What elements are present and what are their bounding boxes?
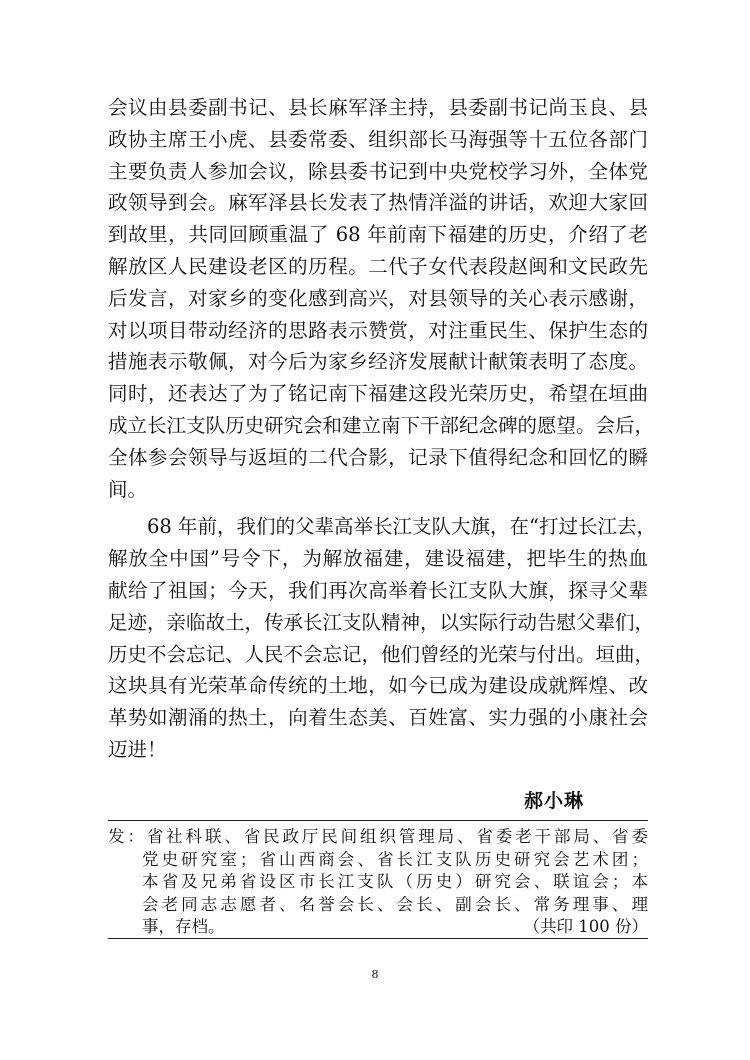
distribution-last-line: 事，存档。: [142, 917, 225, 936]
author-signature: 郝小琳: [524, 790, 585, 812]
text-line: 足迹，亲临故土，传承长江支队精神，以实际行动告慰父辈们，: [108, 610, 655, 634]
text-line: 到故里，共同回顾重温了 68 年前南下福建的历史，介绍了老: [108, 223, 648, 247]
paragraph-1: [108, 92, 655, 505]
body-text: [108, 92, 656, 766]
text-line: 68 年前，我们的父辈高举长江支队大旗，在“打过长江去，: [108, 515, 656, 539]
text-line: 迈进！: [108, 737, 167, 761]
text-line: 解放全中国”号令下，为解放福建，建设福建，把毕生的热血: [108, 547, 648, 571]
distribution-list: [108, 826, 648, 939]
paragraph-2: [108, 511, 656, 765]
text-line: 这块具有光荣革命传统的土地，如今已成为建设成就辉煌、改: [108, 674, 648, 698]
text-line: 献给了祖国；今天，我们再次高举着长江支队大旗，探寻父辈: [108, 578, 648, 602]
text-line: 对以项目带动经济的思路表示赞赏，对注重民生、保护生态的: [108, 318, 648, 342]
text-line: 同时，还表达了为了铭记南下福建这段光荣历史，希望在垣曲: [108, 382, 648, 406]
distribution-line: 本省及兄弟省设区市长江支队（历史）研究会、联谊会；本: [142, 872, 648, 891]
text-line: 革势如潮涌的热土，向着生态美、百姓富、实力强的小康社会: [108, 706, 648, 730]
text-line: 措施表示敬佩，对今后为家乡经济发展献计献策表明了态度。: [108, 350, 648, 374]
text-line: 全体参会领导与返垣的二代合影，记录下值得纪念和回忆的瞬: [108, 445, 648, 469]
print-copies: （共印 100 份）: [523, 917, 648, 936]
distribution-lead-line: 发：省社科联、省民政厅民间组织管理局、省委老干部局、省委: [108, 827, 648, 846]
distribution-line: 党史研究室；省山西商会、省长江支队历史研究会艺术团；: [142, 849, 648, 869]
text-line: 解放区人民建设老区的历程。二代子女代表段赵闽和文民政先: [108, 254, 648, 278]
distribution-bottom-rule: [108, 938, 648, 939]
distribution-line: 会老同志志愿者、名誉会长、会长、副会长、常务理事、理: [142, 894, 648, 914]
page-number: 8: [371, 968, 379, 981]
distribution-last-row: [108, 916, 648, 939]
text-line: 成立长江支队历史研究会和建立南下干部纪念碑的愿望。会后，: [108, 413, 655, 437]
text-line: 政协主席王小虎、县委常委、组织部长马海强等十五位各部门: [108, 127, 648, 151]
text-line: 政领导到会。麻军泽县长发表了热情洋溢的讲话，欢迎大家回: [108, 191, 648, 215]
text-line: 主要负责人参加会议，除县委书记到中央党校学习外，全体党: [108, 159, 648, 183]
text-line: 历史不会忘记、人民不会忘记，他们曾经的光荣与付出。垣曲，: [108, 642, 655, 666]
distribution-top-rule: [108, 820, 648, 821]
text-line: 会议由县委副书记、县长麻军泽主持，县委副书记尚玉良、县: [108, 96, 648, 119]
text-line: 间。: [108, 477, 148, 501]
text-line: 后发言，对家乡的变化感到高兴，对县领导的关心表示感谢，: [108, 286, 648, 310]
